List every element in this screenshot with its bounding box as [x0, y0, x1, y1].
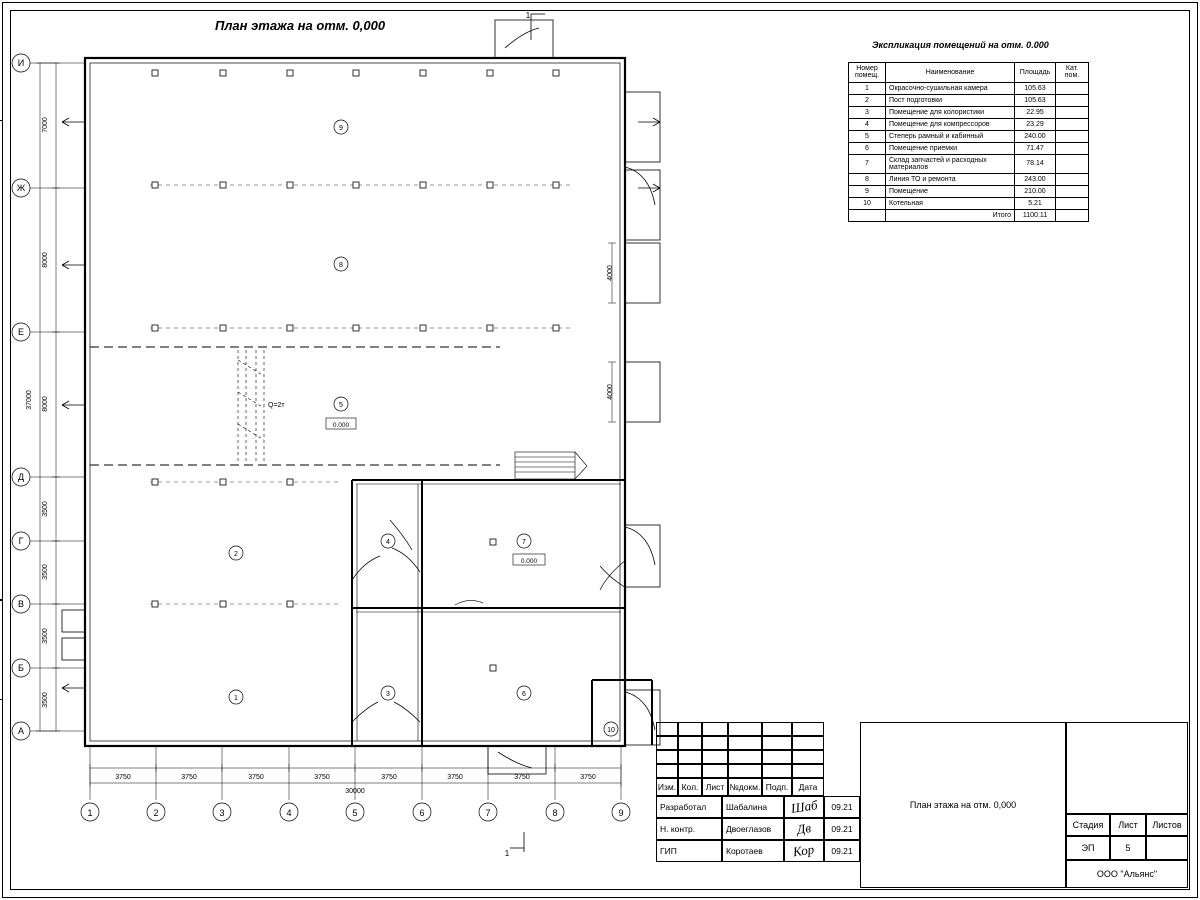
dim-v-1: 7000: [42, 117, 49, 133]
axis-number-6: 6: [419, 808, 425, 818]
role-date-2: 09.21: [824, 818, 860, 840]
col-header-number: Номер помещ.: [849, 63, 886, 83]
cell-name: Помещение для колористики: [886, 106, 1015, 118]
signature-3: Кор: [792, 841, 816, 860]
cell-number: 3: [849, 106, 886, 118]
col-ndok: №докм.: [728, 778, 762, 796]
rev-cell: [728, 750, 762, 764]
rev-cell: [792, 722, 824, 736]
col-header-name: Наименование: [886, 63, 1015, 83]
cell-name: Помещение: [886, 185, 1015, 197]
cell-number: 2: [849, 94, 886, 106]
cell-area: 240.00: [1015, 130, 1056, 142]
table-row: [849, 185, 1089, 197]
level-mark-2: 0.000: [520, 558, 538, 565]
cell-kat: [1056, 118, 1089, 130]
axis-number-7: 7: [485, 808, 491, 818]
axis-number-4: 4: [286, 808, 292, 818]
dim-v-2: 8000: [42, 252, 49, 268]
room-tag-7: 7: [522, 539, 526, 546]
plan-title: План этажа на отм. 0,000: [215, 18, 386, 33]
table-total-row: [849, 209, 1089, 221]
axis-letter-Е: Е: [17, 327, 25, 337]
list-value: 5: [1110, 836, 1146, 860]
empty-box: [1066, 722, 1188, 814]
cell-area: 5.21: [1015, 197, 1056, 209]
table-row: [849, 94, 1089, 106]
role-name-1: Шабалина: [722, 796, 784, 818]
col-podp: Подп.: [762, 778, 792, 796]
rev-cell: [728, 736, 762, 750]
role-date-3: 09.21: [824, 840, 860, 862]
sheet-title-box: [860, 722, 1066, 888]
axis-number-9: 9: [618, 808, 624, 818]
table-row: [849, 130, 1089, 142]
dim-h-4: 3750: [314, 774, 330, 781]
role-sign-2: [784, 818, 824, 840]
cell-name: Линия ТО и ремонта: [886, 173, 1015, 185]
cell-kat: [1056, 142, 1089, 154]
cell-kat: [1056, 106, 1089, 118]
col-list: Лист: [702, 778, 728, 796]
col-kol: Кол.: [678, 778, 702, 796]
sheet-title: План этажа на отм. 0,000: [909, 800, 1017, 810]
rev-cell: [678, 764, 702, 778]
rev-cell: [702, 722, 728, 736]
dim-v-total: 37000: [26, 390, 33, 410]
signature-2: Дв: [795, 820, 812, 837]
rev-cell: [656, 722, 678, 736]
rev-cell: [762, 722, 792, 736]
axis-letter-И: И: [17, 58, 25, 68]
table-row: [849, 142, 1089, 154]
dim-h-2: 3750: [181, 774, 197, 781]
axis-letter-Ж: Ж: [16, 183, 26, 193]
company-name: ООО "Альянс": [1066, 860, 1188, 888]
level-mark-1: 0.000: [332, 422, 350, 429]
rev-cell: [702, 750, 728, 764]
room-tag-10: 10: [607, 727, 615, 734]
cell-area: 23.29: [1015, 118, 1056, 130]
cell-number: 5: [849, 130, 886, 142]
axis-number-5: 5: [352, 808, 358, 818]
cell-area: 71.47: [1015, 142, 1056, 154]
cell-name: Помещение для компрессоров: [886, 118, 1015, 130]
rev-cell: [792, 764, 824, 778]
axis-letter-Д: Д: [17, 472, 25, 482]
cell-number: 1: [849, 82, 886, 94]
cell-name: Котельная: [886, 197, 1015, 209]
rev-cell: [762, 750, 792, 764]
table-row: [849, 154, 1089, 173]
dim-v-5: 3500: [42, 564, 49, 580]
rev-cell: [762, 736, 792, 750]
rev-cell: [656, 750, 678, 764]
rev-cell: [702, 736, 728, 750]
room-tag-3: 3: [386, 691, 390, 698]
rev-cell: [656, 736, 678, 750]
rev-cell: [728, 722, 762, 736]
role-name-3: Коротаев: [722, 840, 784, 862]
axis-letter-Б: Б: [18, 663, 24, 673]
cell-name: Пост подготовки: [886, 94, 1015, 106]
cell-area: 243.00: [1015, 173, 1056, 185]
dim-r-1: 4000: [607, 265, 614, 281]
section-mark-top: 1: [525, 11, 531, 20]
cell-kat: [1056, 130, 1089, 142]
stage-value: ЭП: [1066, 836, 1110, 860]
col-data: Дата: [792, 778, 824, 796]
cell-area: 78.14: [1015, 154, 1056, 173]
title-block: [656, 722, 1188, 888]
cell-number: 10: [849, 197, 886, 209]
rev-cell: [678, 722, 702, 736]
room-tag-8: 8: [339, 262, 343, 269]
cell-kat: [1056, 82, 1089, 94]
cell-empty: [849, 209, 886, 221]
dim-v-6: 3500: [42, 628, 49, 644]
cell-kat: [1056, 154, 1089, 173]
rev-cell: [792, 750, 824, 764]
dim-h-1: 3750: [115, 774, 131, 781]
axis-letter-В: В: [17, 599, 25, 609]
role-label-1: Разработал: [656, 796, 722, 818]
rev-cell: [656, 764, 678, 778]
dim-v-3: 8000: [42, 396, 49, 412]
col-izm: Изм.: [656, 778, 678, 796]
rev-cell: [678, 750, 702, 764]
dim-v-4: 3500: [42, 501, 49, 517]
room-tag-2: 2: [234, 551, 238, 558]
room-tag-1: 1: [234, 695, 238, 702]
role-date-1: 09.21: [824, 796, 860, 818]
role-sign-1: [784, 796, 824, 818]
lists-value: [1146, 836, 1188, 860]
role-label-2: Н. контр.: [656, 818, 722, 840]
explication-title: Экспликация помещений на отм. 0.000: [872, 40, 1049, 50]
cell-number: 9: [849, 185, 886, 197]
dim-r-2: 4000: [607, 384, 614, 400]
cell-empty: [1056, 209, 1089, 221]
cell-name: Окрасочно-сушильная камера: [886, 82, 1015, 94]
rev-cell: [678, 736, 702, 750]
table-row: [849, 106, 1089, 118]
dim-h-8: 3750: [580, 774, 596, 781]
cell-number: 4: [849, 118, 886, 130]
table-row: [849, 82, 1089, 94]
rev-cell: [762, 764, 792, 778]
cell-number: 8: [849, 173, 886, 185]
cell-kat: [1056, 94, 1089, 106]
axis-number-8: 8: [552, 808, 558, 818]
dim-h-7: 3750: [514, 774, 530, 781]
role-name-2: Двоеглазов: [722, 818, 784, 840]
table-header-row: [849, 63, 1089, 83]
cell-area: 210.00: [1015, 185, 1056, 197]
col-header-kat: Кат. пом.: [1056, 63, 1089, 83]
table-row: [849, 118, 1089, 130]
rev-cell: [792, 736, 824, 750]
dim-h-3: 3750: [248, 774, 264, 781]
axis-number-1: 1: [87, 808, 93, 818]
room-tag-5: 5: [339, 402, 343, 409]
load-note: Q=2т: [268, 402, 285, 409]
room-tag-9: 9: [339, 125, 343, 132]
col-header-area: Площадь: [1015, 63, 1056, 83]
list-label: Лист: [1110, 814, 1146, 836]
signature-1: Шаб: [789, 797, 819, 816]
dim-h-total: 30000: [345, 788, 365, 795]
dim-h-5: 3750: [381, 774, 397, 781]
total-label: Итого: [886, 209, 1015, 221]
table-row: [849, 173, 1089, 185]
cell-number: 6: [849, 142, 886, 154]
cell-kat: [1056, 173, 1089, 185]
cell-number: 7: [849, 154, 886, 173]
stage-label: Стадия: [1066, 814, 1110, 836]
dim-h-6: 3750: [447, 774, 463, 781]
axis-number-2: 2: [153, 808, 159, 818]
axis-letter-Г: Г: [18, 536, 24, 546]
cell-kat: [1056, 197, 1089, 209]
rev-cell: [702, 764, 728, 778]
explication-table: [848, 62, 1089, 222]
axis-number-3: 3: [219, 808, 225, 818]
cell-name: Степерь рамный и кабинный: [886, 130, 1015, 142]
cell-area: 105.63: [1015, 94, 1056, 106]
dim-v-7: 3500: [42, 692, 49, 708]
cell-name: Склад запчастей и расходных материалов: [886, 154, 1015, 173]
role-label-3: ГИП: [656, 840, 722, 862]
cell-area: 105.63: [1015, 82, 1056, 94]
axis-letter-А: А: [17, 726, 25, 736]
cell-area: 22.95: [1015, 106, 1056, 118]
lists-label: Листов: [1146, 814, 1188, 836]
rev-cell: [728, 764, 762, 778]
table-row: [849, 197, 1089, 209]
room-tag-6: 6: [522, 691, 526, 698]
room-tag-4: 4: [386, 539, 390, 546]
section-mark-bottom: 1: [504, 849, 510, 858]
total-area: 1100.11: [1015, 209, 1056, 221]
cell-name: Помещение приемки: [886, 142, 1015, 154]
role-sign-3: [784, 840, 824, 862]
cell-kat: [1056, 185, 1089, 197]
